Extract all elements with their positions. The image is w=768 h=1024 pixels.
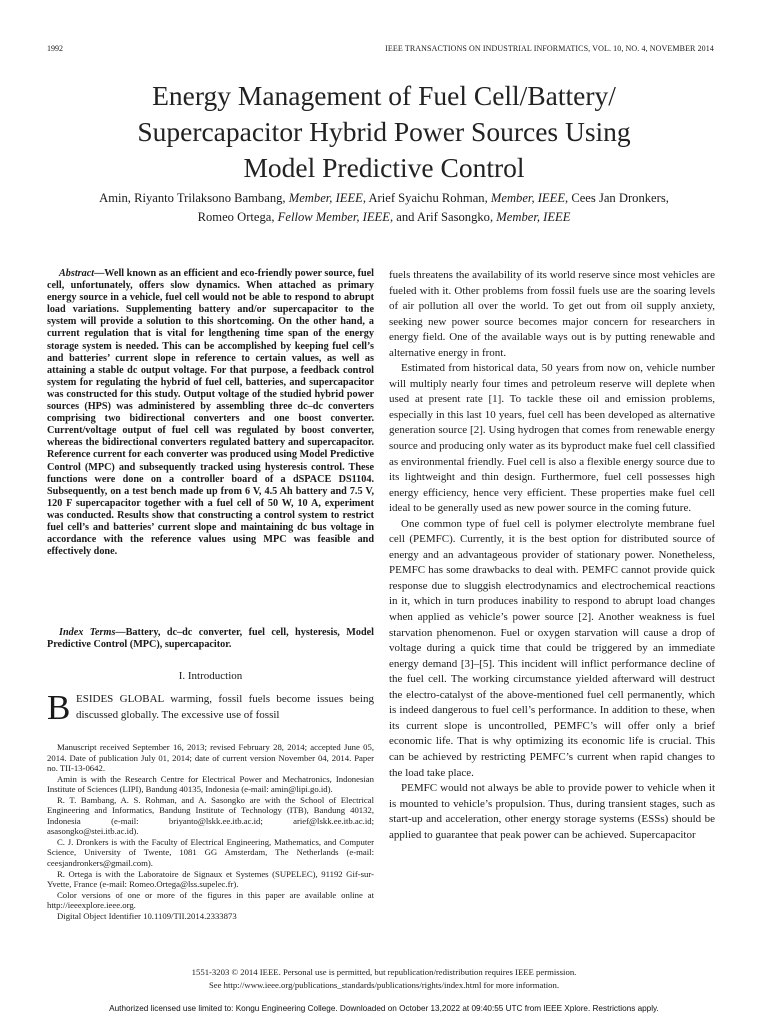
journal-header: IEEE TRANSACTIONS ON INDUSTRIAL INFORMATICS, VOL. 10, NO. 4, NOVEMBER 2014 bbox=[385, 44, 714, 53]
license-notice: Authorized licensed use limited to: Kongu Engineering College. Downloaded on October 13,2022 at 09:40:55 UTC from IEEE Xplore. Restrictions apply. bbox=[109, 1004, 659, 1013]
abstract-text: —Well known as an efficient and eco-friendly power source, fuel cell, unfortunately, offers slow dynamics. When attached as primary energy source in a vehicle, fuel cell would not be able to respond to abrupt load variations. Supplementing battery and/or supercapacitor to the system will provide a solution to this shortcoming. On the other hand, a current regulation that is vital for lengthening time span of the energy storage system is needed. This can be accomplished by keeping fuel cell’s and batteries’ current slope in reference to certain values, as well as attaining a stable dc output voltage. For that purpose, a feedback control system for regulating the hybrid of fuel cell, batteries, and supercapacitor was constructed for this study. Output voltage of the studied hybrid power sources (HPS) was administered by assembling three dc–dc converters comprising two bidirectional converters and one boost converter. Current/voltage output of fuel cell was regulated by boost converter, whereas the bidirectional converters regulated battery and supercapacitor. Reference current for each converter was produced using Model Predictive Control (MPC) and subsequently tracked using hysteresis control. These functions were done on a controller board of a dSPACE DS1104. Subsequently, on a test bench made up from 6 V, 4.5 Ah battery and 7.5 V, 120 F supercapacitor together with a fuel cell of 50 W, 10 A, experiment was conducted. Results show that constructing a control system to restrict fuel cell’s and batteries’ current slope and maintaining dc bus voltage in accordance with the reference values using MPC was feasible and effectively done. bbox=[47, 268, 374, 558]
intro-text: ESIDES GLOBAL warming, fossil fuels become issues being discussed globally. The excessive use of fossil bbox=[76, 693, 374, 721]
author-names: , and Arif Sasongko, bbox=[389, 210, 497, 224]
copyright-notice bbox=[40, 966, 728, 992]
index-terms bbox=[47, 627, 374, 651]
copyright-line: 1551-3203 © 2014 IEEE. Personal use is permitted, but republication/redistribution requires IEEE permission. bbox=[191, 967, 577, 977]
author-role: Member, IEEE bbox=[496, 210, 571, 224]
section-heading: I. Introduction bbox=[178, 670, 243, 682]
author-role: Member, IEEE bbox=[490, 191, 566, 205]
author-line bbox=[40, 189, 728, 208]
footnotes bbox=[47, 742, 374, 921]
drop-cap: B bbox=[47, 688, 71, 727]
copyright-line: See http://www.ieee.org/publications_standards/publications/rights/index.html for more information. bbox=[208, 980, 560, 990]
footnote: Amin is with the Research Centre for Electrical Power and Mechatronics, Indonesian Institute of Sciences (LIPI), Bandung 40135, Indonesia (e-mail: amin@lipi.go.id). bbox=[47, 773, 374, 795]
author-names: Amin, Riyanto Trilaksono Bambang, bbox=[99, 191, 289, 205]
footnote: Manuscript received September 16, 2013; revised February 28, 2014; accepted June 05, 2014. Date of publication July 01, 2014; date of current version November 04, 2014. Paper no. TII-13-0642. bbox=[47, 742, 374, 774]
paper-title bbox=[40, 78, 728, 186]
page-number: 1992 bbox=[47, 44, 63, 53]
title-line: Energy Management of Fuel Cell/Battery/ bbox=[152, 80, 616, 111]
footnote: Digital Object Identifier 10.1109/TII.2014.2333873 bbox=[57, 910, 237, 921]
abstract bbox=[47, 268, 374, 558]
author-names: , Arief Syaichu Rohman, bbox=[362, 191, 491, 205]
author-names: , Cees Jan Dronkers, bbox=[565, 191, 669, 205]
body-paragraph: fuels threatens the availability of its world reserve since most vehicles are fueled with it. Other problems from fossil fuels use are the soaring levels of air pollution all over the world. To get out from oil supply anxiety, seeking new power source becomes major concern for researchers in energy field. One of the available ways out is by putting renewable and alternative energy in front. bbox=[389, 269, 715, 359]
body-paragraph: Estimated from historical data, 50 years from now on, vehicle number will multiply nearly four times and petroleum reserve will deplete when used at present rate [1]. To tackle these oil and emission problems, especially in this last 10 years, fuel cell has been developed as alternative generation source [2]. Using hydrogen that comes from renewable energy source and producing only water as its byproduct make fuel cell classified as environmental friendly. Fuel cell is also a flexible energy source due to its lightweight and thin design. Furthermore, fuel cell possesses high energy efficiency, hence very efficient. These properties make fuel cell ideal to be generally used as new power source in the coming future. bbox=[389, 362, 715, 515]
footnote: R. T. Bambang, A. S. Rohman, and A. Sasongko are with the School of Electrical Engineering and Informatics, Bandung Institute of Technology (ITB), Bandung 40132, Indonesia (e-mail: briyanto@lskk.ee.itb.ac.id; arief@lskk.ee.itb.ac.id; asasongko@stei.itb.ac.id). bbox=[47, 794, 374, 837]
author-list bbox=[40, 189, 728, 227]
author-names: Romeo Ortega, bbox=[197, 210, 278, 224]
body-paragraph: One common type of fuel cell is polymer electrolyte membrane fuel cell (PEMFC). Currently, it is the best option for distributed source of energy and an advantageous provider of stationary power. Nonetheless, PEMFC has some drawbacks to deal with. PEMFC cannot provide quick response due to sluggish electrodynamics and electrochemical reactions in it, which in turn produces inability to respond to abrupt load changes when applied as vehicle’s power source [2]. Another weakness is fuel starvation phenomenon. Fuel or oxygen starvation will cause a drop of voltage during a quick time that could be triggered by an immediate energy demand [3]–[5]. This incident will inflict performance decline of the fuel cell. The working circumstance yielded afterward will destruct the electro-catalyst of the above-mentioned fuel cell permanently, which is indeed dangerous to fuel cell’s performance. In addition to these, when its current slope is uncontrolled, PEMFC’s will offer only a brief economic life. That is why optimizing its economic life is crucial. This can be achieved by restricting PEMFC’s current when rapid changes to the load take place. bbox=[389, 517, 715, 779]
author-role: Fellow Member, IEEE bbox=[277, 210, 390, 224]
footnote: C. J. Dronkers is with the Faculty of Electrical Engineering, Mathematics, and Computer Science, University of Twente, 1081 GG Amsterdam, The Netherlands (e-mail: ceesjandronkers@gmail.com). bbox=[47, 836, 374, 869]
index-terms-label: Index Terms bbox=[59, 627, 116, 638]
index-terms-text: —Battery, dc–dc converter, fuel cell, hysteresis, Model Predictive Control (MPC), supercapacitor. bbox=[47, 627, 374, 651]
title-line: Supercapacitor Hybrid Power Sources Using bbox=[137, 116, 631, 147]
abstract-label: Abstract bbox=[59, 268, 95, 279]
title-line: Model Predictive Control bbox=[243, 152, 525, 183]
author-line bbox=[40, 208, 728, 227]
author-role: Member, IEEE bbox=[288, 191, 363, 205]
right-column bbox=[389, 268, 715, 843]
footnote: R. Ortega is with the Laboratoire de Signaux et Systemes (SUPELEC), 91192 Gif-sur-Yvette, France (e-mail: Romeo.Ortega@lss.supelec.fr). bbox=[47, 868, 374, 890]
footnote: Color versions of one or more of the figures in this paper are available online at http://ieeexplore.ieee.org. bbox=[47, 889, 374, 911]
body-paragraph: PEMFC would not always be able to provide power to vehicle when it is mounted to vehicle’s propulsion. Thus, during transient stages, such as start-up and acceleration, other energy storage systems (ESSs) should be applied to guarantee that peak power can be achieved. Supercapacitor bbox=[389, 782, 715, 841]
